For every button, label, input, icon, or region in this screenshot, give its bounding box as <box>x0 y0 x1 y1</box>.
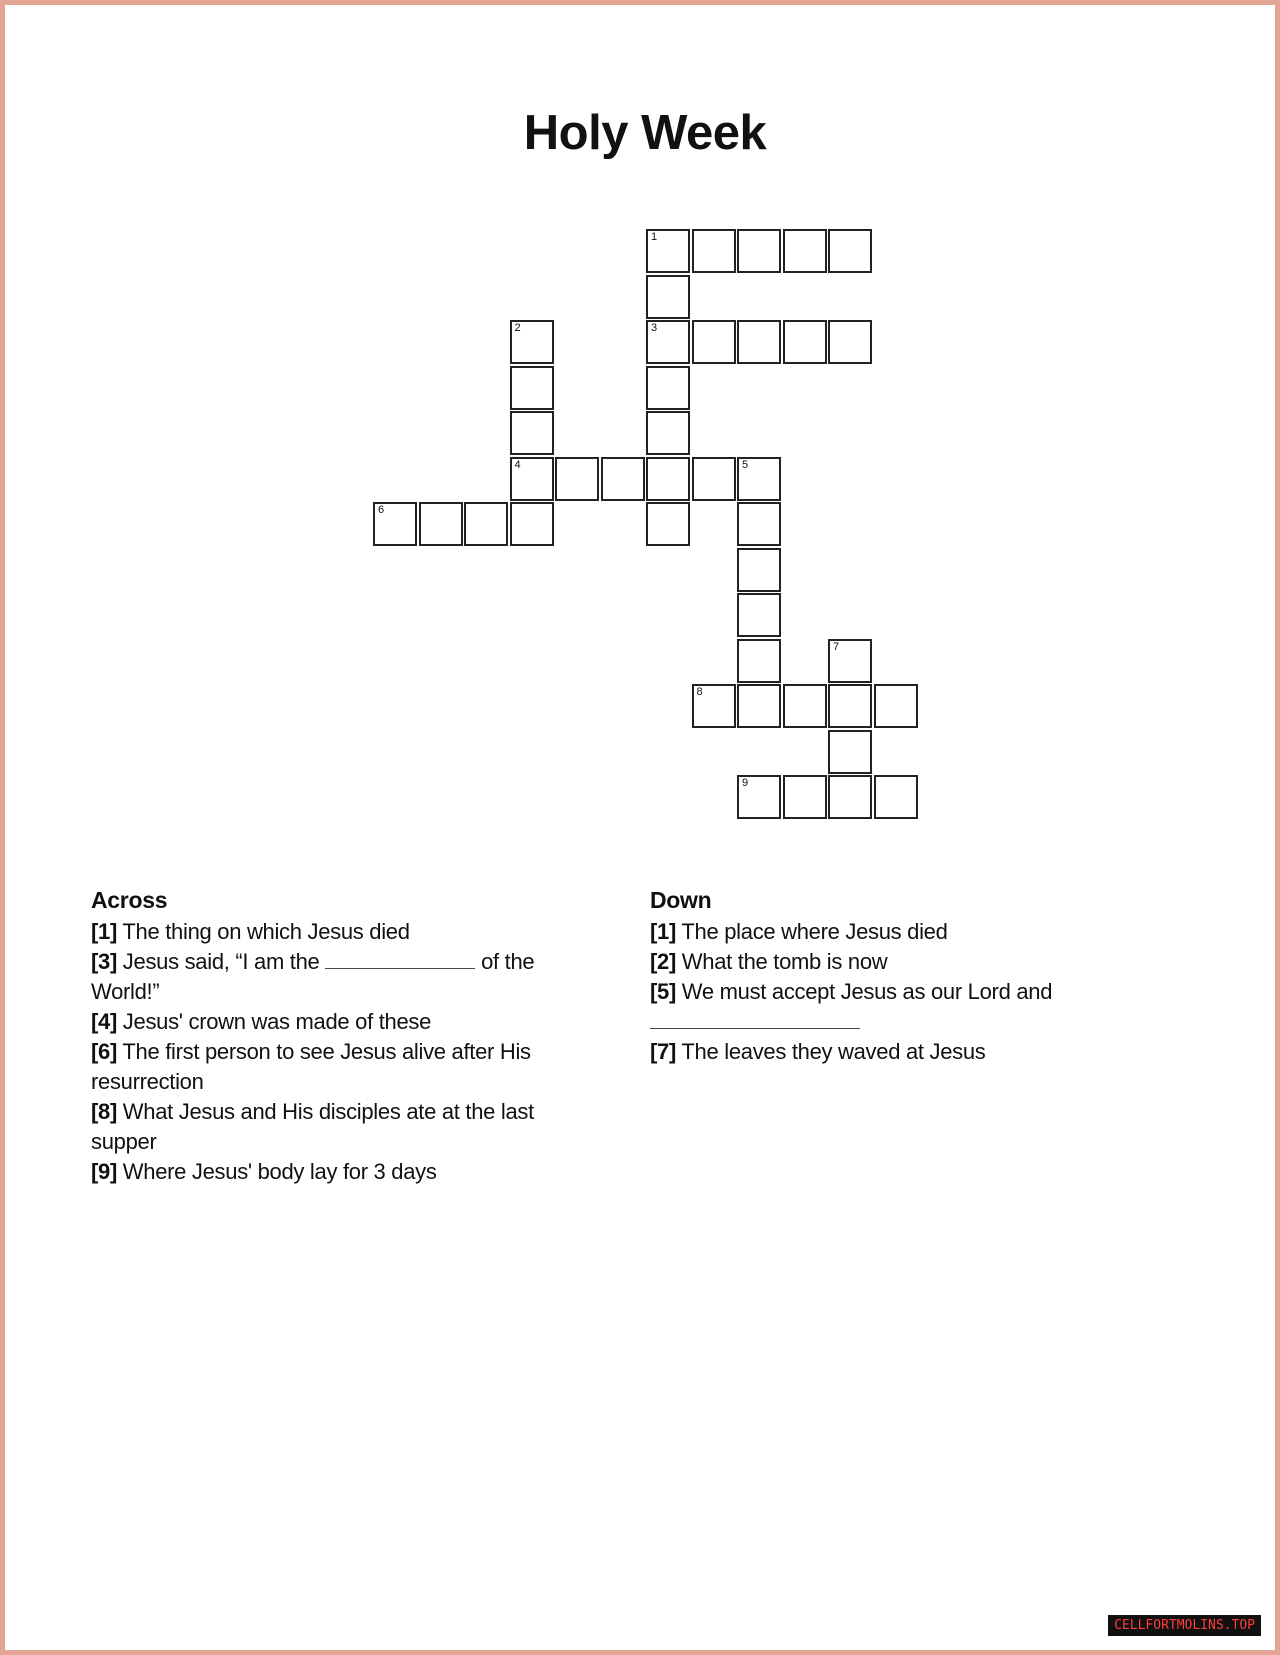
crossword-cell[interactable] <box>737 593 781 637</box>
clue-text: What Jesus and His disciples ate at the last supper <box>91 1099 534 1154</box>
cell-number: 6 <box>378 504 385 516</box>
clue-number: [7] <box>650 1039 676 1064</box>
cell-number: 5 <box>742 458 749 471</box>
clue-number: [2] <box>650 949 676 974</box>
crossword-cell[interactable] <box>828 684 872 728</box>
crossword-cell[interactable] <box>646 320 690 364</box>
crossword-cell[interactable] <box>646 502 690 546</box>
across-clue-9 <box>91 1157 586 1187</box>
cell-number: 8 <box>696 686 703 698</box>
clue-text: Jesus said, “I am the <box>117 949 326 974</box>
crossword-cell[interactable] <box>601 457 645 501</box>
crossword-cell[interactable] <box>737 320 781 364</box>
cell-number: 9 <box>742 777 749 789</box>
crossword-cell[interactable] <box>874 684 918 728</box>
crossword-cell[interactable] <box>464 502 508 546</box>
across-clue-8 <box>91 1097 586 1157</box>
clue-text: The thing on which Jesus died <box>117 919 410 944</box>
crossword-cell[interactable] <box>737 502 781 546</box>
clue-number: [1] <box>91 919 117 944</box>
cell-number: 1 <box>651 231 658 243</box>
across-clue-3 <box>91 947 586 1007</box>
crossword-cell[interactable] <box>646 275 690 319</box>
cell-number: 3 <box>651 322 658 334</box>
crossword-cell[interactable] <box>510 502 554 546</box>
cell-number: 7 <box>833 640 840 653</box>
crossword-cell[interactable] <box>783 684 827 728</box>
crossword-cell[interactable] <box>737 639 781 683</box>
clue-text: Jesus' crown was made of these <box>117 1009 432 1034</box>
clue-text: We must accept Jesus as our Lord and <box>676 979 1053 1004</box>
crossword-cell[interactable] <box>692 457 736 501</box>
down-clue-5 <box>650 977 1120 1037</box>
crossword-cell[interactable] <box>828 320 872 364</box>
crossword-cell[interactable] <box>692 229 736 273</box>
crossword-cell[interactable] <box>783 320 827 364</box>
across-clue-6 <box>91 1037 586 1097</box>
crossword-cell[interactable] <box>737 229 781 273</box>
across-heading: Across <box>91 887 168 913</box>
crossword-cell[interactable] <box>646 366 690 410</box>
cell-number: 4 <box>514 458 521 471</box>
clue-number: [5] <box>650 979 676 1004</box>
across-clue-4 <box>91 1007 586 1037</box>
crossword-cell[interactable] <box>510 457 554 501</box>
crossword-cell[interactable] <box>737 548 781 592</box>
crossword-cell[interactable] <box>783 229 827 273</box>
crossword-cell[interactable] <box>737 457 781 501</box>
crossword-cell[interactable] <box>510 366 554 410</box>
crossword-cell[interactable] <box>783 775 827 819</box>
clue-text: The first person to see Jesus alive after His resurrection <box>91 1039 531 1094</box>
puzzle-title: Holy Week <box>523 106 767 160</box>
across-clues <box>91 885 586 1187</box>
clue-text: The leaves they waved at Jesus <box>676 1039 986 1064</box>
clue-text: What the tomb is now <box>676 949 888 974</box>
down-clue-2 <box>650 947 1120 977</box>
crossword-cell[interactable] <box>828 775 872 819</box>
down-clues <box>650 885 1120 1067</box>
crossword-cell[interactable] <box>692 320 736 364</box>
down-clue-7 <box>650 1037 1120 1067</box>
crossword-cell[interactable] <box>646 457 690 501</box>
crossword-cell[interactable] <box>555 457 599 501</box>
crossword-cell[interactable] <box>646 229 690 273</box>
down-heading: Down <box>650 887 712 913</box>
answer-blank <box>650 1010 860 1029</box>
crossword-cell[interactable] <box>737 684 781 728</box>
answer-blank <box>325 950 475 969</box>
crossword-cell[interactable] <box>419 502 463 546</box>
crossword-cell[interactable] <box>646 411 690 455</box>
crossword-grid <box>5 5 1280 905</box>
clue-number: [4] <box>91 1009 117 1034</box>
clue-text: The place where Jesus died <box>676 919 948 944</box>
clue-number: [9] <box>91 1159 117 1184</box>
clue-number: [8] <box>91 1099 117 1124</box>
crossword-cell[interactable] <box>828 639 872 683</box>
crossword-cell[interactable] <box>828 730 872 774</box>
clue-text: of the World!” <box>91 949 535 1004</box>
crossword-cell[interactable] <box>373 502 417 546</box>
clue-text: Where Jesus' body lay for 3 days <box>117 1159 437 1184</box>
crossword-cell[interactable] <box>737 775 781 819</box>
crossword-cell[interactable] <box>692 684 736 728</box>
clue-number: [6] <box>91 1039 117 1064</box>
cell-number: 2 <box>514 322 521 334</box>
crossword-cell[interactable] <box>510 411 554 455</box>
down-clue-1 <box>650 917 1120 947</box>
clue-number: [1] <box>650 919 676 944</box>
across-clue-1 <box>91 917 586 947</box>
clue-number: [3] <box>91 949 117 974</box>
crossword-cell[interactable] <box>874 775 918 819</box>
crossword-cell[interactable] <box>828 229 872 273</box>
watermark: CELLFORTMOLINS.TOP <box>1108 1615 1261 1636</box>
crossword-cell[interactable] <box>510 320 554 364</box>
